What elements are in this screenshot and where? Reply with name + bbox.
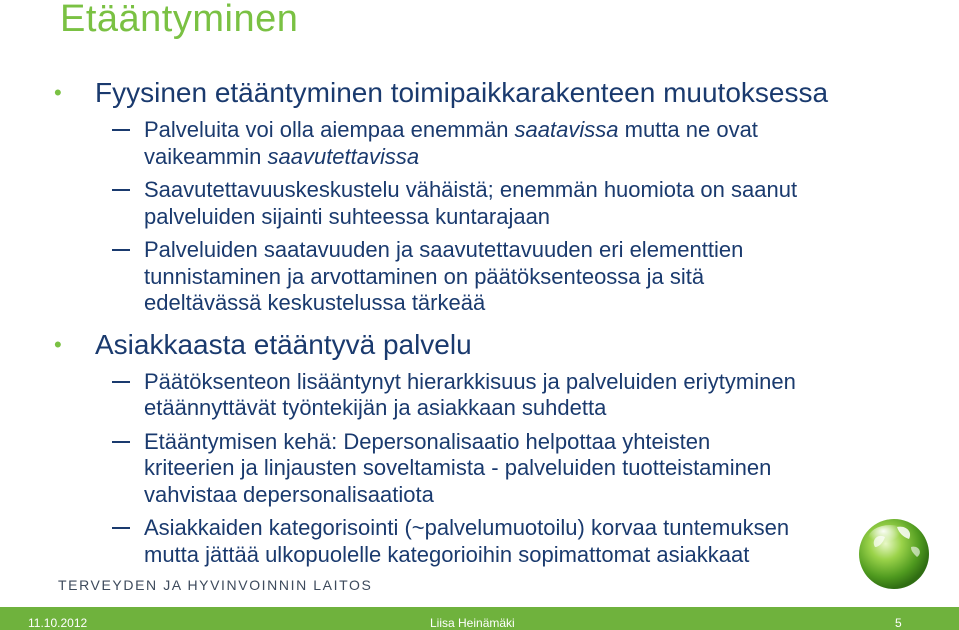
sub-bullet-line: etäännyttävät työntekijän ja asiakkaan suhdetta xyxy=(144,395,607,420)
sub-bullet-line: kriteerien ja linjausten soveltamista - palveluiden tuotteistaminen xyxy=(144,455,772,480)
bullet-dot-icon: • xyxy=(54,80,62,105)
footer-date: 11.10.2012 xyxy=(28,616,88,630)
sub-bullet-saatavuus xyxy=(0,117,959,170)
footer-bar xyxy=(0,607,959,630)
bullet-heading: Fyysinen etääntyminen toimipaikkarakenteen muutoksessa xyxy=(95,77,829,108)
sub-bullet-line: mutta jättää ulkopuolelle kategorioihin sopimattomat asiakkaat xyxy=(144,541,750,567)
slide-title: Etääntyminen xyxy=(60,0,299,40)
dash-icon xyxy=(112,189,130,191)
dash-icon xyxy=(112,527,130,529)
sub-bullet-line xyxy=(144,117,899,144)
bullet-fyysinen-etaantyminen xyxy=(0,76,959,109)
text-run: vaikeammin xyxy=(144,143,268,169)
sub-bullet-line: tunnistaminen ja arvottaminen on päätöksenteossa ja sitä xyxy=(144,263,705,289)
dash-icon xyxy=(112,441,130,443)
footer-author: Liisa Heinämäki xyxy=(430,616,515,630)
slide-content xyxy=(0,76,959,568)
dash-icon xyxy=(112,381,130,383)
sub-bullet-line: Asiakkaiden kategorisointi (~palvelumuotoilu) korvaa tuntemuksen xyxy=(144,515,790,540)
bullet-dot-icon: • xyxy=(54,331,62,357)
text-run: mutta ne ovat xyxy=(618,117,758,142)
footer-page-number: 5 xyxy=(895,616,902,630)
organization-name: TERVEYDEN JA HYVINVOINNIN LAITOS xyxy=(58,577,373,593)
text-run-italic: saatavissa xyxy=(514,117,619,142)
sub-bullet-kategorisointi xyxy=(0,515,959,568)
sub-bullet-line: Palveluiden saatavuuden ja saavutettavuuden eri elementtien xyxy=(144,237,744,262)
sub-bullet-line: palveluiden sijainti suhteessa kuntarajaan xyxy=(144,203,551,229)
dash-icon xyxy=(112,249,130,251)
text-run: Palveluita voi olla aiempaa enemmän xyxy=(144,117,515,142)
sub-bullet-line: edeltävässä keskustelussa tärkeää xyxy=(144,290,486,315)
green-orb-icon xyxy=(857,517,931,591)
sub-bullet-line: Päätöksenteon lisääntynyt hierarkkisuus ja palveluiden eriytyminen xyxy=(144,368,796,394)
sub-bullet-line: Saavutettavuuskeskustelu vähäistä; enemmän huomiota on saanut xyxy=(144,177,798,202)
sub-bullet-saavutettavuuskeskustelu xyxy=(0,177,959,230)
bullet-asiakkaasta-etaantyva xyxy=(0,328,959,361)
sub-bullet-line: vahvistaa depersonalisaatiota xyxy=(144,481,434,507)
bullet-heading: Asiakkaasta etääntyvä palvelu xyxy=(95,328,472,360)
sub-bullet-etaantymisen-keha xyxy=(0,429,959,509)
sub-bullet-hierarkkisuus xyxy=(0,369,959,422)
dash-icon xyxy=(112,129,130,131)
sub-bullet-line: Etääntymisen kehä: Depersonalisaatio helpottaa yhteisten xyxy=(144,428,711,454)
text-run-italic: saavutettavissa xyxy=(267,143,420,169)
sub-bullet-elementit xyxy=(0,237,959,317)
sub-bullet-line xyxy=(144,144,899,171)
